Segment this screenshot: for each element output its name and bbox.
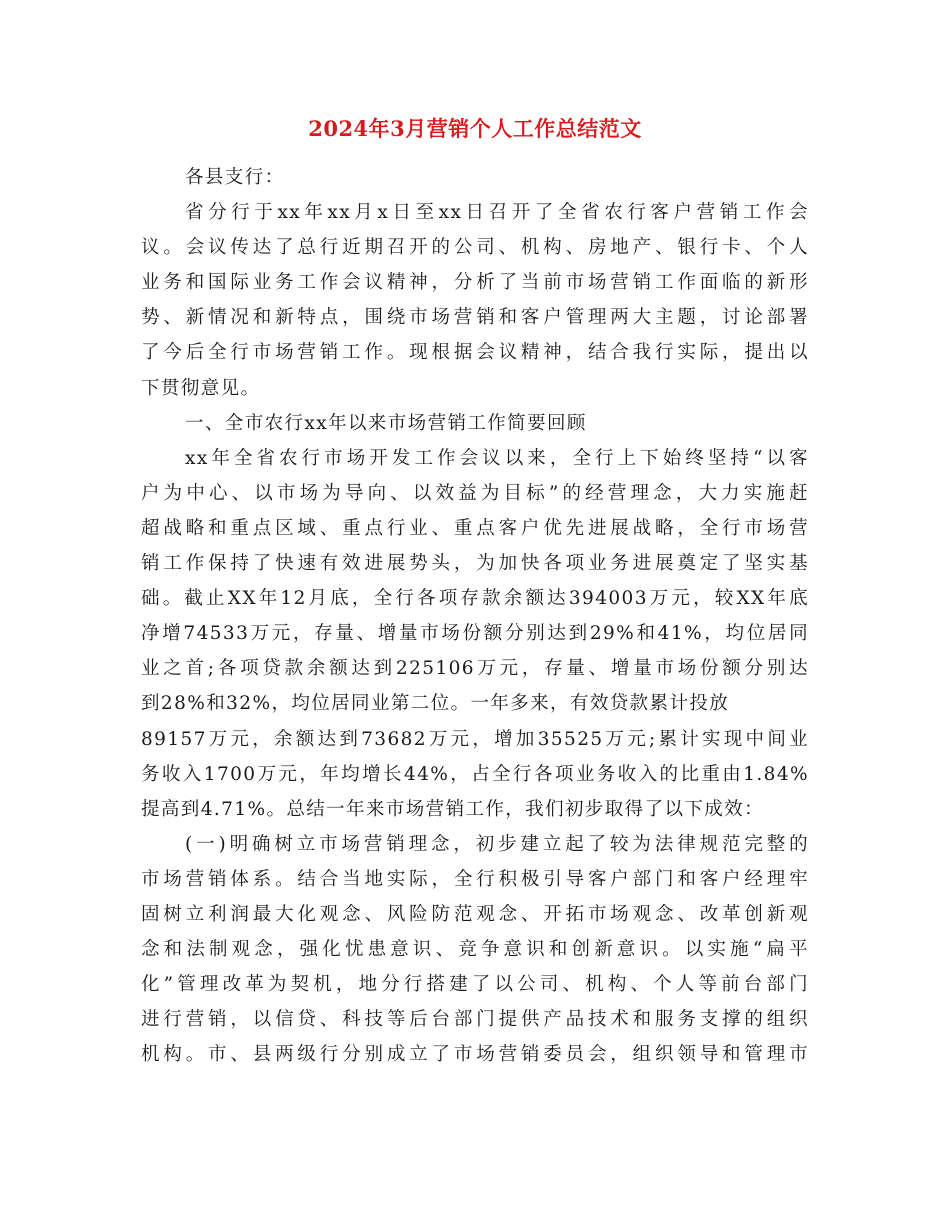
subsection-line: (一)明确树立市场营销理念，初步建立起了较为法律规范完整的 — [185, 833, 809, 855]
paragraph-line: 净增74533万元，存量、增量市场份额分别达到29%和41%，均位居同 — [141, 623, 809, 645]
paragraph-line: 超战略和重点区域、重点行业、重点客户优先进展战略，全行市场营 — [141, 517, 809, 539]
paragraph-line: 省分行于xx年xx月x日至xx日召开了全省农行客户营销工作会 — [185, 202, 809, 224]
paragraph-line: 下贯彻意见。 — [141, 377, 261, 399]
document-body — [141, 160, 809, 1072]
paragraph-line: 市场营销体系。结合当地实际，全行积极引导客户部门和客户经理牢 — [141, 868, 809, 890]
paragraph-line: 固树立利润最大化观念、风险防范观念、开拓市场观念、改革创新观 — [141, 903, 809, 925]
paragraph-line: 念和法制观念，强化忧患意识、竞争意识和创新意识。以实施“扁平 — [141, 939, 809, 961]
paragraph-line: 业务和国际业务工作会议精神，分析了当前市场营销工作面临的新形 — [141, 272, 809, 294]
paragraph-line: 业之首;各项贷款余额达到225106万元，存量、增量市场份额分别达 — [141, 658, 809, 680]
paragraph-line: 议。会议传达了总行近期召开的公司、机构、房地产、银行卡、个人 — [141, 237, 809, 259]
paragraph-line: 机构。市、县两级行分别成立了市场营销委员会，组织领导和管理市 — [141, 1044, 809, 1066]
paragraph-line: xx年全省农行市场开发工作会议以来，全行上下始终坚持“以客 — [185, 447, 809, 469]
paragraph-line: 础。截止XX年12月底，全行各项存款余额达394003万元，较XX年底 — [141, 588, 809, 610]
paragraph-line: 销工作保持了快速有效进展势头，为加快各项业务进展奠定了坚实基 — [141, 553, 809, 575]
document-title: 2024年3月营销个人工作总结范文 — [308, 116, 642, 141]
salutation-line: 各县支行： — [185, 167, 285, 188]
paragraph-line: 到28%和32%，均位居同业第二位。一年多来，有效贷款累计投放 — [141, 693, 730, 715]
section-heading: 一、全市农行xx年以来市场营销工作简要回顾 — [185, 412, 587, 434]
paragraph-line: 了今后全行市场营销工作。现根据会议精神，结合我行实际，提出以 — [141, 342, 809, 364]
paragraph-line: 户为中心、以市场为导向、以效益为目标”的经营理念，大力实施赶 — [141, 482, 809, 504]
paragraph-line: 提高到4.71%。总结一年来市场营销工作，我们初步取得了以下成效： — [141, 798, 764, 820]
paragraph-line: 进行营销，以信贷、科技等后台部门提供产品技术和服务支撑的组织 — [141, 1009, 809, 1031]
paragraph-line: 化”管理改革为契机，地分行搭建了以公司、机构、个人等前台部门 — [141, 974, 809, 996]
paragraph-line: 务收入1700万元，年均增长44%，占全行各项业务收入的比重由1.84% — [141, 763, 809, 785]
paragraph-line: 89157万元，余额达到73682万元，增加35525万元;累计实现中间业 — [141, 728, 809, 750]
paragraph-line: 势、新情况和新特点，围绕市场营销和客户管理两大主题，讨论部署 — [141, 307, 809, 329]
